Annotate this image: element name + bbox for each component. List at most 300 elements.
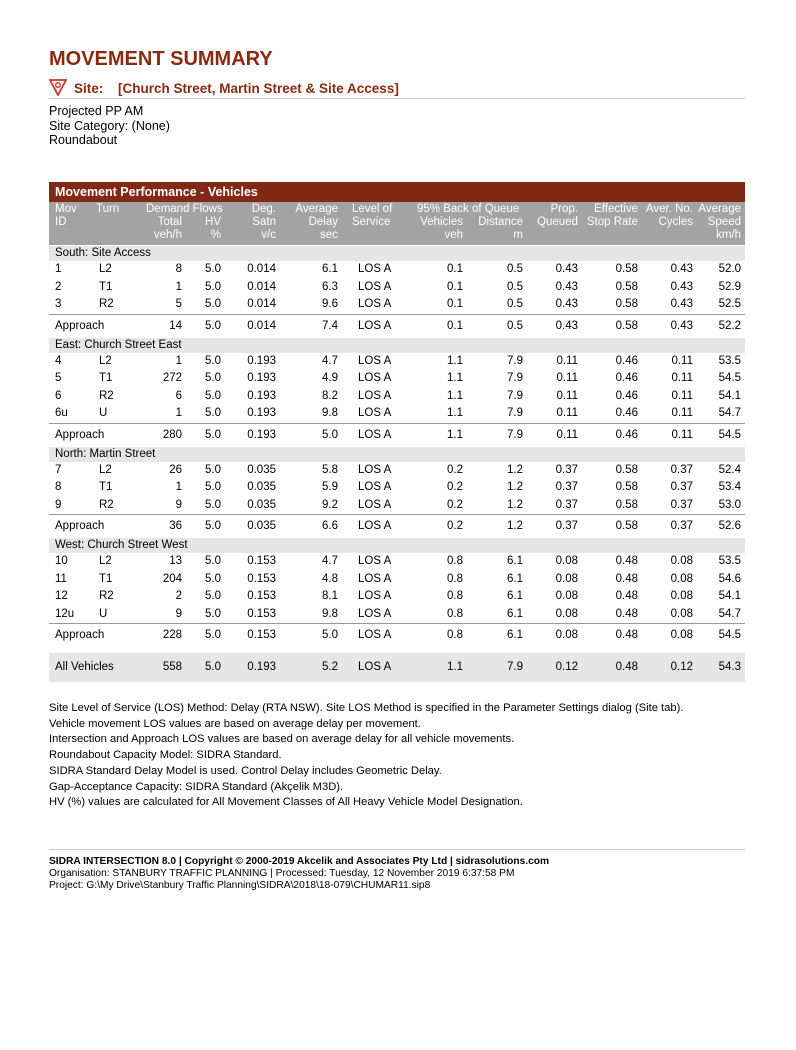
cell-aver-cycles: 0.37	[670, 481, 693, 493]
cell-demand-flow: 280	[162, 428, 182, 441]
cell-prop-queued: 0.11	[556, 372, 578, 384]
movement-performance-table	[49, 182, 745, 682]
cell-avg-speed: 52.4	[718, 463, 741, 476]
approach-row	[49, 314, 745, 337]
cell-mov-id: 12	[55, 590, 68, 602]
cell-avg-speed: 54.1	[718, 389, 741, 402]
header-service: Service	[352, 216, 391, 228]
cell-deg-satn: 0.153	[247, 572, 276, 585]
table-row	[49, 370, 745, 388]
roundabout-triangle-icon	[49, 79, 67, 96]
cell-mov-id: 3	[55, 298, 62, 310]
cell-aver-cycles: 0.37	[670, 520, 693, 532]
cell-prop-queued: 0.37	[555, 481, 578, 493]
cell-queue-vehicles: 1.1	[447, 428, 463, 441]
cell-stop-rate: 0.48	[615, 607, 638, 620]
table-row	[49, 405, 745, 423]
cell-level-of-service: LOS A	[358, 298, 392, 310]
control-type: Roundabout	[49, 133, 118, 147]
cell-avg-delay: 5.8	[322, 463, 338, 476]
cell-mov-id: 1	[55, 263, 62, 275]
cell-level-of-service: LOS A	[358, 498, 392, 511]
cell-stop-rate: 0.58	[615, 263, 638, 275]
table-body	[49, 246, 745, 682]
table-header	[49, 202, 745, 245]
cell-mov-id: 12u	[55, 607, 75, 620]
cell-level-of-service: LOS A	[358, 463, 392, 476]
approach-group-header: North: Martin Street	[49, 447, 745, 462]
footer-project: Project: G:\My Drive\Stanbury Traffic Planning\SIDRA\2018\18-079\CHUMAR11.sip8	[49, 880, 431, 891]
cell-mov-id: 10	[55, 555, 68, 567]
cell-hv-percent: 5.0	[205, 389, 221, 402]
cell-hv-percent: 5.0	[205, 263, 221, 275]
cell-queue-vehicles: 0.1	[447, 263, 463, 275]
approach-row	[49, 623, 745, 646]
cell-stop-rate: 0.48	[615, 572, 638, 585]
cell-queue-vehicles: 1.1	[447, 407, 463, 419]
cell-prop-queued: 0.37	[555, 520, 578, 532]
header-veh: veh	[444, 229, 463, 241]
cell-prop-queued: 0.37	[555, 498, 578, 511]
cell-turn: L2	[99, 354, 112, 367]
cell-turn: U	[99, 607, 108, 620]
all-vehicles-row	[49, 653, 745, 682]
cell-demand-flow: 14	[169, 319, 182, 332]
cell-level-of-service: LOS A	[358, 280, 392, 293]
cell-queue-vehicles: 0.1	[447, 319, 463, 332]
cell-aver-cycles: 0.08	[670, 607, 693, 620]
cell-mov-id: 9	[55, 498, 62, 511]
cell-queue-distance: 7.9	[507, 372, 523, 384]
cell-level-of-service: LOS A	[358, 407, 392, 419]
cell-avg-delay: 4.9	[322, 372, 338, 384]
cell-mov-id: 2	[55, 280, 62, 293]
cell-mov-id: 8	[55, 481, 62, 493]
cell-deg-satn: 0.193	[247, 661, 276, 673]
cell-hv-percent: 5.0	[205, 407, 221, 419]
cell-prop-queued: 0.08	[555, 572, 578, 585]
cell-demand-flow: 228	[162, 629, 182, 641]
table-row	[49, 279, 745, 297]
note-capacity-model: Roundabout Capacity Model: SIDRA Standard.	[49, 749, 282, 762]
cell-deg-satn: 0.153	[247, 555, 276, 567]
cell-turn: R2	[99, 498, 114, 511]
cell-turn: T1	[99, 481, 113, 493]
cell-hv-percent: 5.0	[205, 280, 221, 293]
cell-queue-distance: 6.1	[507, 572, 523, 585]
header-m: m	[513, 229, 523, 241]
cell-queue-distance: 7.9	[507, 407, 523, 419]
cell-avg-speed: 54.7	[718, 607, 741, 620]
cell-avg-speed: 53.5	[718, 555, 741, 567]
note-movement-los: Vehicle movement LOS values are based on average delay per movement.	[49, 717, 421, 730]
cell-aver-cycles: 0.11	[671, 372, 693, 384]
cell-demand-flow: 9	[175, 498, 182, 511]
cell-queue-vehicles: 0.2	[447, 498, 463, 511]
cell-level-of-service: LOS A	[358, 661, 392, 673]
cell-turn: L2	[99, 263, 112, 275]
header-turn: Turn	[96, 203, 120, 215]
cell-demand-flow: 204	[162, 572, 182, 585]
approach-row	[49, 423, 745, 446]
header-back-of-queue: 95% Back of Queue	[417, 203, 520, 215]
cell-deg-satn: 0.193	[247, 428, 276, 441]
cell-deg-satn: 0.153	[247, 629, 276, 641]
header-id: ID	[55, 216, 67, 228]
header-effective: Effective	[594, 203, 638, 215]
cell-level-of-service: LOS A	[358, 555, 392, 567]
cell-mov-id: Approach	[55, 629, 105, 641]
footer	[49, 856, 549, 892]
header-demand: Demand Flows	[146, 203, 223, 215]
cell-prop-queued: 0.11	[556, 428, 578, 441]
cell-avg-delay: 8.2	[322, 389, 338, 402]
site-name: [Church Street, Martin Street & Site Access]	[118, 81, 399, 96]
cell-avg-delay: 4.7	[322, 555, 338, 567]
cell-avg-delay: 5.9	[322, 481, 338, 493]
table-row	[49, 261, 745, 279]
cell-avg-speed: 54.5	[718, 372, 741, 384]
cell-avg-speed: 53.5	[718, 354, 741, 367]
cell-demand-flow: 26	[169, 463, 182, 476]
header-distance: Distance	[478, 216, 523, 228]
cell-aver-cycles: 0.08	[670, 572, 693, 585]
table-row	[49, 462, 745, 480]
cell-mov-id: 5	[55, 372, 62, 384]
header-cycles: Cycles	[658, 216, 693, 228]
cell-demand-flow: 8	[175, 263, 182, 275]
note-gap-acceptance: Gap-Acceptance Capacity: SIDRA Standard (Akçelik M3D).	[49, 780, 344, 793]
cell-hv-percent: 5.0	[205, 319, 221, 332]
cell-stop-rate: 0.58	[615, 463, 638, 476]
cell-stop-rate: 0.58	[615, 520, 638, 532]
cell-deg-satn: 0.153	[247, 607, 276, 620]
header-prop: Prop.	[550, 203, 578, 215]
cell-avg-speed: 54.5	[718, 629, 741, 641]
cell-prop-queued: 0.12	[555, 661, 578, 673]
cell-avg-delay: 9.2	[322, 498, 338, 511]
cell-level-of-service: LOS A	[358, 319, 392, 332]
cell-prop-queued: 0.37	[555, 463, 578, 476]
cell-avg-delay: 5.0	[322, 428, 338, 441]
cell-avg-delay: 7.4	[322, 319, 338, 332]
cell-hv-percent: 5.0	[205, 661, 221, 673]
approach-group-header: East: Church Street East	[49, 338, 745, 353]
header-delay: Delay	[308, 216, 338, 228]
header-deg: Deg.	[251, 203, 276, 215]
cell-hv-percent: 5.0	[205, 481, 221, 493]
cell-turn: R2	[99, 298, 114, 310]
cell-level-of-service: LOS A	[358, 428, 392, 441]
cell-hv-percent: 5.0	[205, 428, 221, 441]
cell-stop-rate: 0.46	[615, 372, 638, 384]
cell-turn: T1	[99, 280, 113, 293]
cell-demand-flow: 9	[175, 607, 182, 620]
cell-level-of-service: LOS A	[358, 607, 392, 620]
cell-turn: T1	[99, 572, 113, 585]
cell-deg-satn: 0.014	[247, 280, 276, 293]
scenario-name: Projected PP AM	[49, 104, 144, 118]
cell-aver-cycles: 0.11	[671, 354, 693, 367]
cell-deg-satn: 0.193	[247, 389, 276, 402]
cell-hv-percent: 5.0	[205, 520, 221, 532]
header-hv-unit: %	[210, 229, 221, 241]
cell-avg-delay: 5.0	[322, 629, 338, 641]
cell-mov-id: Approach	[55, 319, 105, 332]
cell-queue-vehicles: 1.1	[447, 372, 463, 384]
cell-avg-speed: 53.0	[718, 498, 741, 511]
cell-prop-queued: 0.43	[555, 280, 578, 293]
cell-queue-vehicles: 0.2	[447, 463, 463, 476]
cell-deg-satn: 0.193	[247, 372, 276, 384]
cell-avg-speed: 52.2	[718, 319, 741, 332]
cell-queue-vehicles: 0.8	[447, 590, 463, 602]
cell-aver-cycles: 0.08	[670, 629, 693, 641]
cell-hv-percent: 5.0	[205, 607, 221, 620]
cell-queue-vehicles: 0.2	[447, 481, 463, 493]
header-queued: Queued	[537, 216, 578, 228]
note-los-method: Site Level of Service (LOS) Method: Delay (RTA NSW). Site LOS Method is specified in the Parameter Settings dialog (Site tab).	[49, 702, 684, 714]
cell-stop-rate: 0.58	[615, 481, 638, 493]
cell-turn: R2	[99, 389, 114, 402]
cell-queue-distance: 6.1	[507, 555, 523, 567]
cell-hv-percent: 5.0	[205, 354, 221, 367]
footer-organisation: Organisation: STANBURY TRAFFIC PLANNING | Processed: Tuesday, 12 November 2019 6:37:58 PM	[49, 868, 515, 879]
cell-avg-speed: 54.7	[718, 407, 741, 419]
cell-aver-cycles: 0.12	[670, 661, 693, 673]
cell-aver-cycles: 0.37	[670, 498, 693, 511]
cell-mov-id: Approach	[55, 428, 105, 441]
cell-queue-distance: 0.5	[507, 263, 523, 275]
header-satn: Satn	[252, 216, 276, 228]
cell-mov-id: 6	[55, 389, 62, 402]
cell-avg-delay: 9.8	[322, 607, 338, 620]
cell-avg-delay: 9.6	[322, 298, 338, 310]
cell-queue-distance: 0.5	[507, 319, 523, 332]
header-average: Average	[295, 203, 338, 215]
cell-queue-distance: 7.9	[507, 661, 523, 673]
cell-stop-rate: 0.48	[615, 661, 638, 673]
cell-prop-queued: 0.43	[555, 298, 578, 310]
cell-mov-id: 6u	[55, 407, 68, 419]
cell-aver-cycles: 0.11	[671, 407, 693, 419]
cell-stop-rate: 0.46	[615, 407, 638, 419]
cell-queue-vehicles: 1.1	[447, 661, 463, 673]
table-row	[49, 479, 745, 497]
cell-demand-flow: 272	[162, 372, 182, 384]
note-delay-model: SIDRA Standard Delay Model is used. Control Delay includes Geometric Delay.	[49, 764, 442, 777]
cell-avg-speed: 52.5	[718, 298, 741, 310]
approach-group-header: West: Church Street West	[49, 538, 745, 553]
table-row	[49, 296, 745, 314]
cell-queue-distance: 1.2	[507, 520, 523, 532]
cell-level-of-service: LOS A	[358, 520, 392, 532]
header-vc: v/c	[261, 229, 276, 241]
cell-aver-cycles: 0.43	[670, 263, 693, 275]
cell-avg-speed: 54.3	[718, 661, 741, 673]
cell-prop-queued: 0.11	[556, 354, 578, 367]
cell-demand-flow: 2	[175, 590, 182, 602]
header-hv: HV	[205, 216, 221, 228]
table-row	[49, 388, 745, 406]
approach-group-header: South: Site Access	[49, 246, 745, 261]
cell-avg-delay: 5.2	[322, 661, 338, 673]
cell-queue-distance: 6.1	[507, 590, 523, 602]
cell-avg-speed: 52.9	[718, 280, 741, 293]
table-row	[49, 606, 745, 624]
cell-level-of-service: LOS A	[358, 389, 392, 402]
cell-queue-distance: 1.2	[507, 463, 523, 476]
cell-prop-queued: 0.11	[556, 389, 578, 402]
cell-hv-percent: 5.0	[205, 572, 221, 585]
cell-queue-vehicles: 0.1	[447, 280, 463, 293]
cell-queue-distance: 1.2	[507, 481, 523, 493]
cell-level-of-service: LOS A	[358, 590, 392, 602]
table-row	[49, 553, 745, 571]
table-row	[49, 571, 745, 589]
header-stop-rate: Stop Rate	[586, 216, 638, 228]
cell-demand-flow: 1	[175, 407, 182, 419]
site-category: Site Category: (None)	[49, 118, 170, 133]
cell-stop-rate: 0.48	[615, 555, 638, 567]
page-title: MOVEMENT SUMMARY	[49, 48, 273, 70]
cell-demand-flow: 1	[175, 354, 182, 367]
table-title: Movement Performance - Vehicles	[49, 182, 745, 202]
cell-level-of-service: LOS A	[358, 372, 392, 384]
cell-hv-percent: 5.0	[205, 463, 221, 476]
cell-hv-percent: 5.0	[205, 372, 221, 384]
cell-demand-flow: 558	[162, 661, 182, 673]
table-row	[49, 353, 745, 371]
cell-aver-cycles: 0.43	[670, 319, 693, 332]
cell-level-of-service: LOS A	[358, 629, 392, 641]
cell-avg-speed: 54.1	[718, 590, 741, 602]
cell-turn: U	[99, 407, 108, 419]
cell-mov-id: Approach	[55, 520, 105, 532]
cell-deg-satn: 0.035	[247, 481, 276, 493]
cell-queue-vehicles: 0.8	[447, 572, 463, 585]
cell-deg-satn: 0.193	[247, 354, 276, 367]
cell-level-of-service: LOS A	[358, 263, 392, 275]
cell-stop-rate: 0.58	[615, 298, 638, 310]
cell-avg-delay: 4.8	[322, 572, 338, 585]
cell-stop-rate: 0.58	[615, 319, 638, 332]
cell-prop-queued: 0.08	[555, 629, 578, 641]
cell-avg-speed: 53.4	[718, 481, 741, 493]
cell-hv-percent: 5.0	[205, 498, 221, 511]
cell-aver-cycles: 0.43	[670, 280, 693, 293]
cell-avg-speed: 54.5	[718, 428, 741, 441]
cell-queue-vehicles: 1.1	[447, 354, 463, 367]
site-info	[49, 104, 170, 148]
note-approach-los: Intersection and Approach LOS values are based on average delay for all vehicle movements.	[49, 733, 515, 746]
cell-turn: L2	[99, 555, 112, 567]
cell-mov-id: 11	[55, 572, 67, 585]
cell-stop-rate: 0.48	[615, 590, 638, 602]
cell-prop-queued: 0.08	[555, 607, 578, 620]
header-sec: sec	[320, 229, 338, 241]
cell-mov-id: All Vehicles	[55, 661, 114, 673]
cell-aver-cycles: 0.43	[670, 298, 693, 310]
cell-level-of-service: LOS A	[358, 354, 392, 367]
cell-stop-rate: 0.46	[615, 354, 638, 367]
cell-avg-delay: 8.1	[322, 590, 338, 602]
cell-avg-speed: 54.6	[718, 572, 741, 585]
cell-demand-flow: 1	[175, 481, 182, 493]
header-level-of: Level of	[352, 203, 393, 215]
cell-hv-percent: 5.0	[205, 298, 221, 310]
cell-aver-cycles: 0.08	[670, 555, 693, 567]
site-heading	[49, 79, 745, 99]
cell-stop-rate: 0.48	[615, 629, 638, 641]
cell-mov-id: 4	[55, 354, 62, 367]
cell-hv-percent: 5.0	[205, 555, 221, 567]
cell-level-of-service: LOS A	[358, 572, 392, 585]
cell-demand-flow: 1	[175, 280, 182, 293]
cell-queue-vehicles: 0.8	[447, 607, 463, 620]
cell-stop-rate: 0.46	[615, 428, 638, 441]
cell-queue-distance: 7.9	[507, 354, 523, 367]
cell-deg-satn: 0.153	[247, 590, 276, 602]
cell-stop-rate: 0.46	[615, 389, 638, 402]
cell-aver-cycles: 0.37	[670, 463, 693, 476]
footer-divider	[49, 849, 745, 850]
cell-avg-delay: 6.6	[322, 520, 338, 532]
notes	[49, 701, 683, 811]
cell-queue-distance: 1.2	[507, 498, 523, 511]
cell-demand-flow: 13	[169, 555, 182, 567]
cell-mov-id: 7	[55, 463, 62, 476]
cell-queue-vehicles: 0.8	[447, 629, 463, 641]
footer-copyright: SIDRA INTERSECTION 8.0 | Copyright © 2000-2019 Akcelik and Associates Pty Ltd | sidrasolutions.com	[49, 856, 550, 867]
cell-queue-vehicles: 0.1	[447, 298, 463, 310]
cell-stop-rate: 0.58	[615, 498, 638, 511]
cell-demand-flow: 36	[169, 520, 182, 532]
header-mov: Mov	[55, 203, 77, 215]
cell-prop-queued: 0.11	[556, 407, 578, 419]
cell-aver-cycles: 0.11	[671, 428, 693, 441]
cell-queue-distance: 0.5	[507, 280, 523, 293]
header-kmh: km/h	[716, 229, 741, 241]
cell-aver-cycles: 0.11	[671, 389, 693, 402]
cell-queue-distance: 7.9	[507, 389, 523, 402]
cell-avg-delay: 9.8	[322, 407, 338, 419]
cell-deg-satn: 0.014	[247, 319, 276, 332]
cell-prop-queued: 0.08	[555, 555, 578, 567]
cell-aver-cycles: 0.08	[670, 590, 693, 602]
header-aver-no: Aver. No.	[645, 203, 693, 215]
cell-avg-speed: 52.0	[718, 263, 741, 275]
cell-deg-satn: 0.014	[247, 263, 276, 275]
cell-queue-vehicles: 1.1	[447, 389, 463, 402]
cell-hv-percent: 5.0	[205, 590, 221, 602]
cell-deg-satn: 0.035	[247, 463, 276, 476]
cell-queue-distance: 0.5	[507, 298, 523, 310]
cell-deg-satn: 0.014	[247, 298, 276, 310]
cell-turn: R2	[99, 590, 114, 602]
header-demand-unit: veh/h	[153, 229, 182, 241]
cell-hv-percent: 5.0	[205, 629, 221, 641]
cell-deg-satn: 0.035	[247, 498, 276, 511]
site-label: Site:	[74, 81, 104, 96]
cell-level-of-service: LOS A	[358, 481, 392, 493]
table-row	[49, 588, 745, 606]
header-speed: Speed	[707, 216, 741, 228]
cell-prop-queued: 0.43	[555, 319, 578, 332]
header-vehicles: Vehicles	[420, 216, 463, 228]
cell-demand-flow: 6	[175, 389, 182, 402]
cell-deg-satn: 0.193	[247, 407, 276, 419]
